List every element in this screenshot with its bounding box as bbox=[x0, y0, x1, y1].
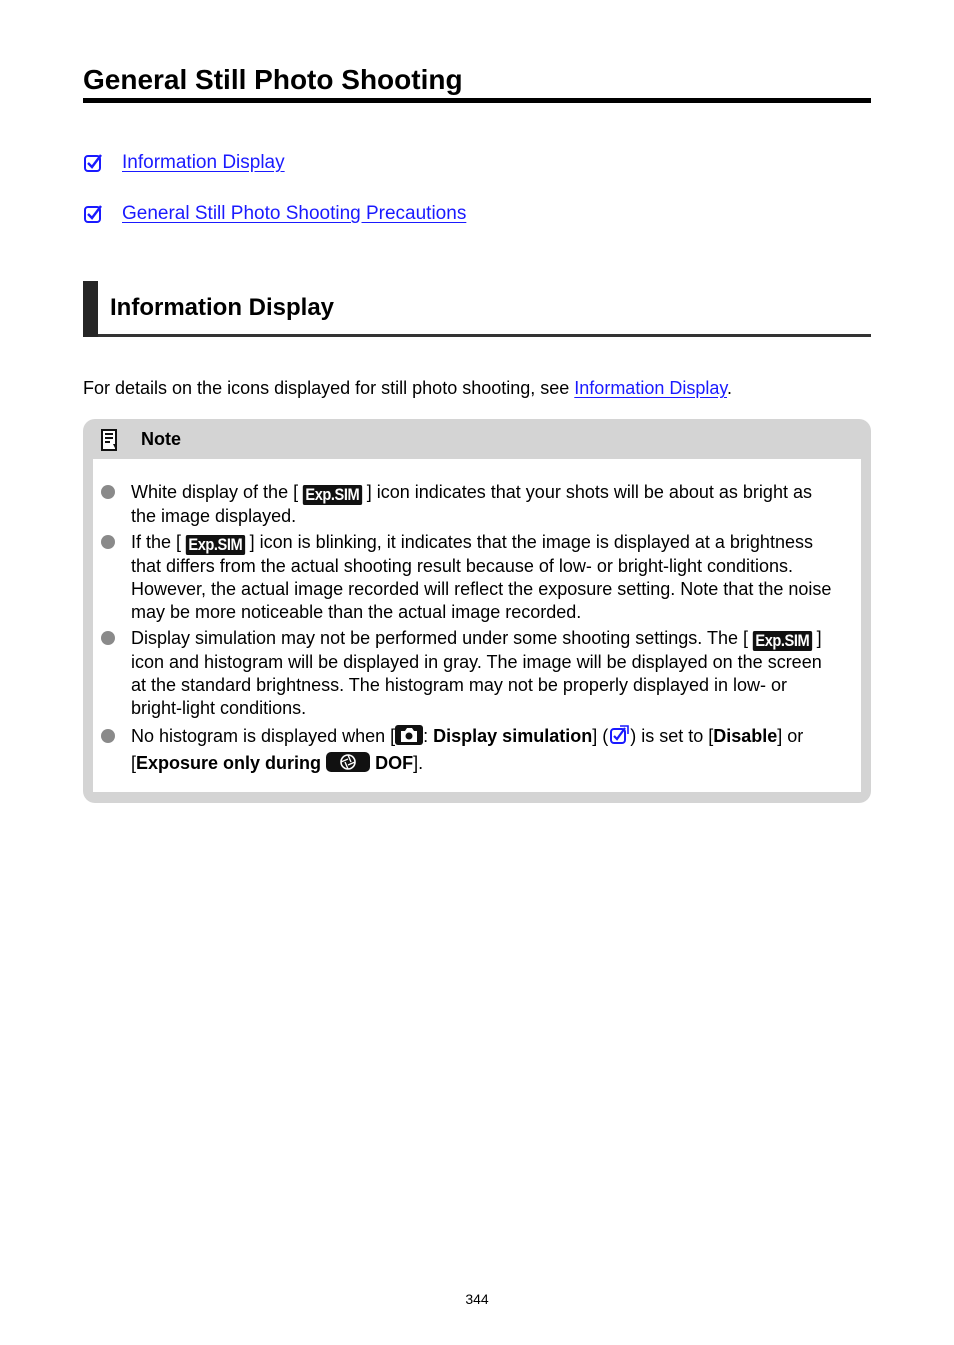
page-number: 344 bbox=[465, 1291, 489, 1307]
check-link-icon bbox=[83, 153, 103, 173]
toc-link-precautions[interactable]: General Still Photo Shooting Precautions bbox=[122, 203, 467, 224]
dof-label: DOF bbox=[375, 753, 414, 773]
setting-name: Display simulation bbox=[433, 726, 593, 746]
note-item: White display of the [ Exp.SIM ] icon indicates that your shots will be about as bright as the image displayed. bbox=[93, 481, 861, 528]
section-heading bbox=[83, 281, 871, 337]
note-list bbox=[93, 481, 861, 780]
section-title: Information Display bbox=[110, 294, 335, 321]
toc-item-information-display[interactable] bbox=[83, 150, 871, 176]
intro-end: . bbox=[727, 378, 733, 398]
exp-sim-icon: Exp.SIM bbox=[753, 631, 812, 651]
note-item: If the [ Exp.SIM ] icon is blinking, it indicates that the image is displayed at a brightness that differs from the actual shooting result because of low- or bright-light conditions. However, the actual image recorded will reflect the exposure setting. Note that the noise may be more noticeable than the actual image recorded. bbox=[93, 531, 861, 624]
exp-sim-icon: Exp.SIM bbox=[186, 535, 245, 555]
exposure-option: Exposure only during bbox=[136, 753, 322, 773]
note-box bbox=[83, 419, 871, 803]
note-item: Display simulation may not be performed under some shooting settings. The [ Exp.SIM ] icon and histogram will be displayed in gray. The image will be displayed on the screen at the standard brightness. The histogram may not be properly displayed in low- or bright-light conditions. bbox=[93, 627, 861, 720]
intro-paragraph bbox=[83, 375, 871, 401]
disable-option: Disable bbox=[713, 726, 778, 746]
table-of-contents bbox=[83, 150, 871, 252]
toc-item-precautions[interactable] bbox=[83, 201, 871, 227]
exp-sim-icon: Exp.SIM bbox=[303, 485, 362, 505]
intro-text: For details on the icons displayed for still photo shooting, see bbox=[83, 378, 575, 398]
aperture-icon bbox=[326, 752, 370, 772]
note-header bbox=[83, 419, 871, 459]
intro-link[interactable]: Information Display bbox=[574, 378, 728, 398]
memo-icon bbox=[99, 428, 121, 452]
bullet-icon bbox=[101, 729, 115, 743]
page-link-icon[interactable] bbox=[608, 724, 630, 746]
note-item: No histogram is displayed when [ : Display simulation] ( ) is set to [Disable] or [Exposure only during DOF]. bbox=[93, 723, 861, 777]
camera-icon bbox=[395, 725, 423, 745]
bullet-icon bbox=[101, 535, 115, 549]
page-title: General Still Photo Shooting bbox=[83, 62, 871, 103]
note-label: Note bbox=[141, 429, 181, 449]
check-link-icon bbox=[83, 204, 103, 224]
note-body bbox=[93, 459, 861, 792]
section-bar bbox=[83, 281, 98, 337]
toc-link-information-display[interactable]: Information Display bbox=[122, 152, 285, 173]
bullet-icon bbox=[101, 485, 115, 499]
bullet-icon bbox=[101, 631, 115, 645]
